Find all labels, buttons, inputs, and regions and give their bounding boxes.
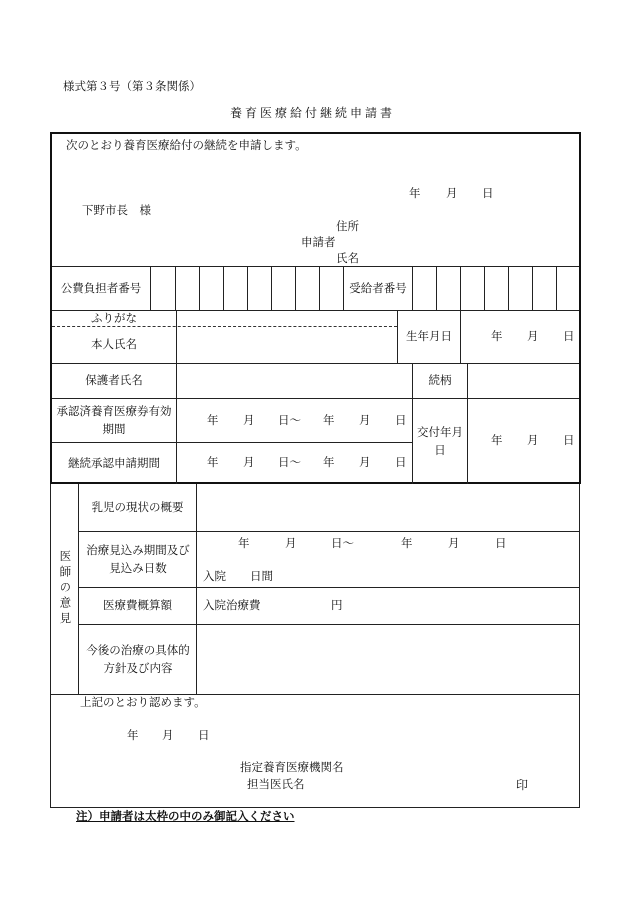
relationship-label: 続柄 — [428, 373, 452, 388]
application-date-month: 月 — [446, 186, 458, 200]
continuation-period-label: 継続承認申請期間 — [68, 455, 160, 470]
issue-date-label: 交付年月日 — [417, 424, 463, 457]
cost-estimate-label: 医療費概算額 — [103, 598, 172, 613]
birth-day: 日 — [563, 329, 575, 343]
seal-mark: 印 — [516, 778, 529, 792]
treatment-end-month: 月 — [448, 536, 460, 550]
cell-divider — [467, 364, 468, 484]
approved-end-year: 年 — [323, 413, 335, 427]
form-number: 様式第３号（第３条関係） — [63, 79, 201, 93]
yen-label: 円 — [331, 598, 343, 612]
application-date-year: 年 — [409, 186, 421, 200]
treatment-plan-label: 今後の治療の具体的方針及び内容 — [86, 642, 190, 675]
continuation-start-day: 日～ — [278, 455, 301, 469]
applicant-label: 申請者 — [301, 235, 336, 249]
addressee: 下野市長 様 — [82, 203, 151, 217]
frame-right-border — [579, 484, 580, 808]
doctor-name-label: 担当医氏名 — [247, 777, 305, 791]
cell-divider — [508, 267, 509, 310]
approved-end-month: 月 — [359, 413, 371, 427]
approved-period-label: 承認済養育医療券有効期間 — [56, 403, 172, 436]
public-payer-number-label: 公費負担者番号 — [60, 280, 142, 295]
cell-divider — [556, 267, 557, 310]
issue-year: 年 — [491, 433, 503, 447]
intro-text: 次のとおり養育医療給付の継続を申請します。 — [66, 138, 307, 152]
address-label: 住所 — [336, 219, 359, 233]
continuation-start-year: 年 — [207, 455, 219, 469]
person-name-label: 本人氏名 — [91, 337, 137, 352]
continuation-start-month: 月 — [243, 455, 255, 469]
cell-divider — [175, 267, 176, 310]
doctor-opinion-heading: 医師の意見 — [58, 550, 73, 628]
hospitalization-label: 入院 — [203, 569, 226, 583]
cell-divider — [484, 267, 485, 310]
footer-note: 注）申請者は太枠の中のみ御記入ください — [76, 809, 295, 823]
cert-year: 年 — [127, 728, 139, 742]
approved-start-day: 日～ — [278, 413, 301, 427]
cell-divider — [150, 267, 151, 310]
days-label: 日間 — [250, 569, 273, 583]
approved-end-day: 日 — [395, 413, 407, 427]
institution-label: 指定養育医療機関名 — [240, 760, 344, 774]
cell-divider — [223, 267, 224, 310]
treatment-period-label: 治療見込み期間及び見込み日数 — [86, 542, 190, 575]
recipient-number-label: 受給者番号 — [349, 280, 407, 295]
application-date-day: 日 — [482, 186, 494, 200]
cell-divider — [460, 267, 461, 310]
treatment-start-day: 日～ — [331, 536, 354, 550]
cell-divider — [532, 267, 533, 310]
guardian-name-label: 保護者氏名 — [85, 373, 143, 388]
issue-month: 月 — [527, 433, 539, 447]
name-label: 氏名 — [336, 251, 359, 265]
cell-divider — [319, 267, 320, 310]
frame-bottom-border — [50, 807, 580, 808]
treatment-end-day: 日 — [495, 536, 507, 550]
approved-start-month: 月 — [243, 413, 255, 427]
cell-divider — [460, 311, 461, 363]
cell-divider — [295, 267, 296, 310]
inpatient-cost-label: 入院治療費 — [203, 598, 261, 612]
birth-month: 月 — [527, 329, 539, 343]
treatment-end-year: 年 — [401, 536, 413, 550]
continuation-end-year: 年 — [323, 455, 335, 469]
treatment-start-year: 年 — [238, 536, 250, 550]
cell-divider — [436, 267, 437, 310]
cell-divider — [199, 267, 200, 310]
birth-date-label: 生年月日 — [406, 329, 452, 344]
furigana-label: ふりがな — [91, 310, 137, 325]
continuation-end-month: 月 — [359, 455, 371, 469]
treatment-start-month: 月 — [285, 536, 297, 550]
cell-divider — [412, 267, 413, 310]
infant-status-label: 乳児の現状の概要 — [91, 500, 184, 515]
cell-divider — [247, 267, 248, 310]
opinion-label-divider — [196, 484, 197, 694]
certification-text: 上記のとおり認めます。 — [80, 695, 206, 709]
continuation-end-day: 日 — [395, 455, 407, 469]
approved-start-year: 年 — [207, 413, 219, 427]
cert-month: 月 — [162, 728, 174, 742]
cell-divider — [271, 267, 272, 310]
cert-day: 日 — [198, 728, 210, 742]
birth-year: 年 — [491, 329, 503, 343]
form-title: 養育医療給付継続申請書 — [230, 106, 396, 120]
issue-day: 日 — [563, 433, 575, 447]
